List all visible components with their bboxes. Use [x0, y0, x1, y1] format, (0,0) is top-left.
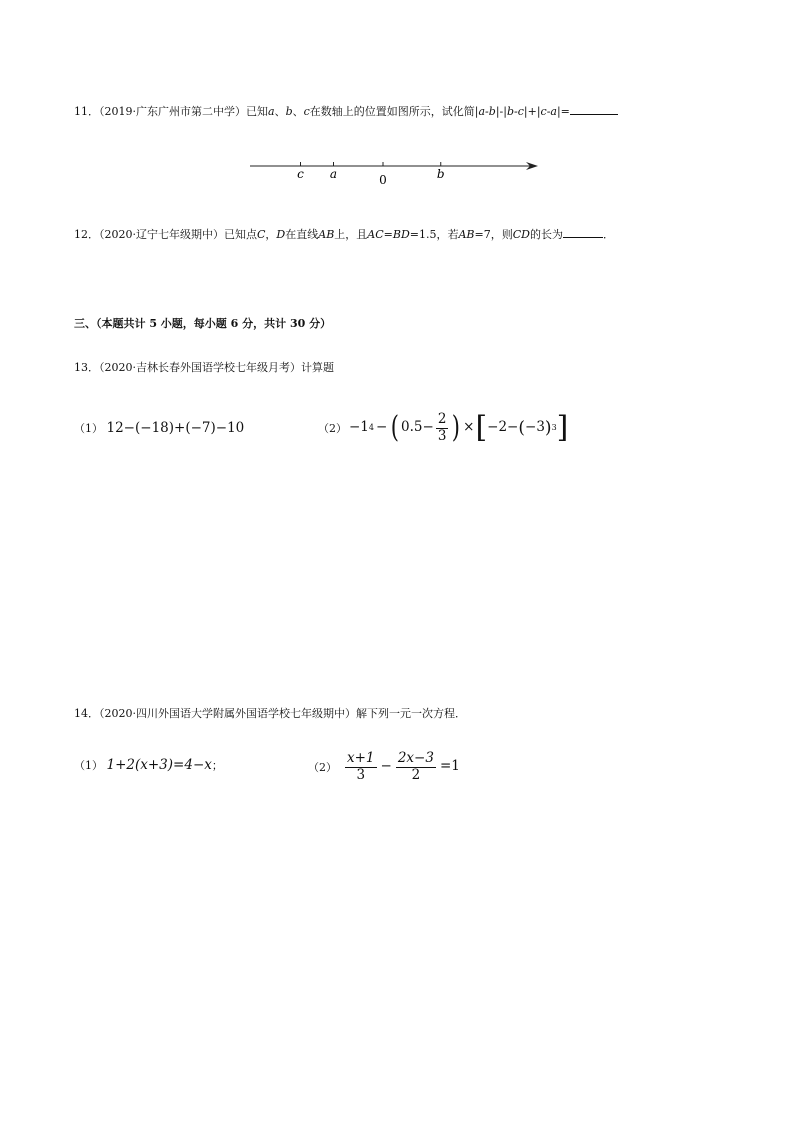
denominator: 2: [411, 766, 421, 783]
separator: ；: [211, 759, 223, 772]
fraction: [396, 752, 436, 782]
question-source: （2019·广东广州市第二中学）: [99, 105, 246, 118]
q14-part-2: [308, 748, 460, 786]
question-text: 在数轴上的位置如图所示，试化简|: [309, 105, 479, 118]
tick-label-b: b: [436, 167, 445, 181]
part-label: （1）: [74, 422, 103, 435]
question-14: [74, 708, 466, 719]
numerator: 2: [437, 411, 447, 427]
operator: ×: [463, 419, 475, 436]
point-d: D: [276, 228, 286, 241]
answer-blank[interactable]: [563, 237, 603, 238]
period: ．: [602, 228, 614, 241]
exponent: 4: [368, 423, 374, 432]
separator: 、: [292, 105, 304, 118]
eq-ac-bd: AC=BD: [367, 228, 410, 241]
section-3-heading: [74, 318, 331, 329]
var-a: a: [268, 105, 275, 118]
expr-b-c: b-c: [506, 105, 524, 118]
numerator: x+1: [347, 750, 375, 766]
question-source: （2020·吉林长春外国语学校七年级月考）: [99, 361, 301, 374]
question-source: （2020·辽宁七年级期中）: [99, 228, 224, 241]
expr-a-b: a-b: [478, 105, 496, 118]
term: −2−: [487, 419, 519, 436]
question-text: 上，且: [334, 228, 368, 241]
segment-ab: AB: [458, 228, 475, 241]
math-expression: [343, 752, 460, 782]
tick-label-0: 0: [379, 173, 387, 187]
numerator: 2x−3: [397, 750, 434, 766]
question-text: 解下列一元一次方程．: [356, 707, 466, 720]
question-12: [74, 229, 614, 240]
operator: −: [376, 419, 388, 436]
part-label: （2）: [318, 421, 347, 435]
math-expression: 12−(−18)+(−7)−10: [106, 420, 245, 436]
q13-part-1: [74, 422, 244, 436]
left-paren: (: [391, 410, 400, 445]
exponent: 3: [551, 423, 557, 432]
var-c: c: [303, 105, 310, 118]
denominator: 3: [437, 427, 447, 444]
question-text: 的长为: [529, 228, 563, 241]
question-number: 12．: [74, 228, 99, 241]
left-paren: (: [518, 417, 526, 438]
section-title: 三、（本题共计 5 小题，每小题 6 分，共计 30 分）: [74, 317, 332, 330]
question-number: 11．: [74, 105, 99, 118]
right-paren: ): [452, 410, 461, 445]
math-expression: [349, 410, 569, 445]
right-bracket: ]: [556, 410, 569, 445]
part-label: （2）: [308, 760, 337, 774]
math-expression: 1+2(x+3)=4−x: [106, 757, 212, 773]
q13-part-2: [318, 408, 568, 448]
number-line: [0, 150, 794, 210]
question-text: |=: [556, 105, 570, 118]
question-text: 在直线: [285, 228, 319, 241]
operator: −: [380, 758, 392, 775]
segment-cd: CD: [512, 228, 530, 241]
question-11: [74, 106, 618, 117]
part-label: （1）: [74, 759, 103, 772]
answer-blank[interactable]: [570, 114, 618, 115]
question-text: 已知: [246, 105, 268, 118]
question-text: =1.5，若: [409, 228, 459, 241]
question-text: |+|: [523, 105, 541, 118]
denominator: 3: [356, 766, 366, 783]
q14-part-1: [74, 759, 223, 773]
point-c: C: [257, 228, 266, 241]
fraction: [345, 752, 377, 782]
separator: ，: [265, 228, 277, 241]
left-bracket: [: [475, 410, 488, 445]
question-source: （2020·四川外国语大学附属外国语学校七年级期中）: [99, 707, 356, 720]
question-text: 已知点: [224, 228, 257, 241]
term: −3: [525, 419, 545, 436]
equation-rhs: =1: [439, 758, 460, 775]
tick-label-c: c: [297, 167, 304, 181]
term: 0.5−: [401, 419, 434, 436]
question-number: 13．: [74, 361, 99, 374]
right-paren: ): [544, 417, 552, 438]
question-13: [74, 362, 334, 373]
question-text: |-|: [495, 105, 507, 118]
tick-label-a: a: [329, 167, 338, 181]
separator: 、: [274, 105, 286, 118]
expr-c-a: c-a: [540, 105, 557, 118]
question-number: 14．: [74, 707, 99, 720]
term: −1: [349, 419, 369, 436]
var-b: b: [285, 105, 293, 118]
fraction: [436, 413, 449, 443]
question-text: 计算题: [301, 361, 334, 374]
line-ab: AB: [318, 228, 335, 241]
question-text: =7，则: [474, 228, 513, 241]
